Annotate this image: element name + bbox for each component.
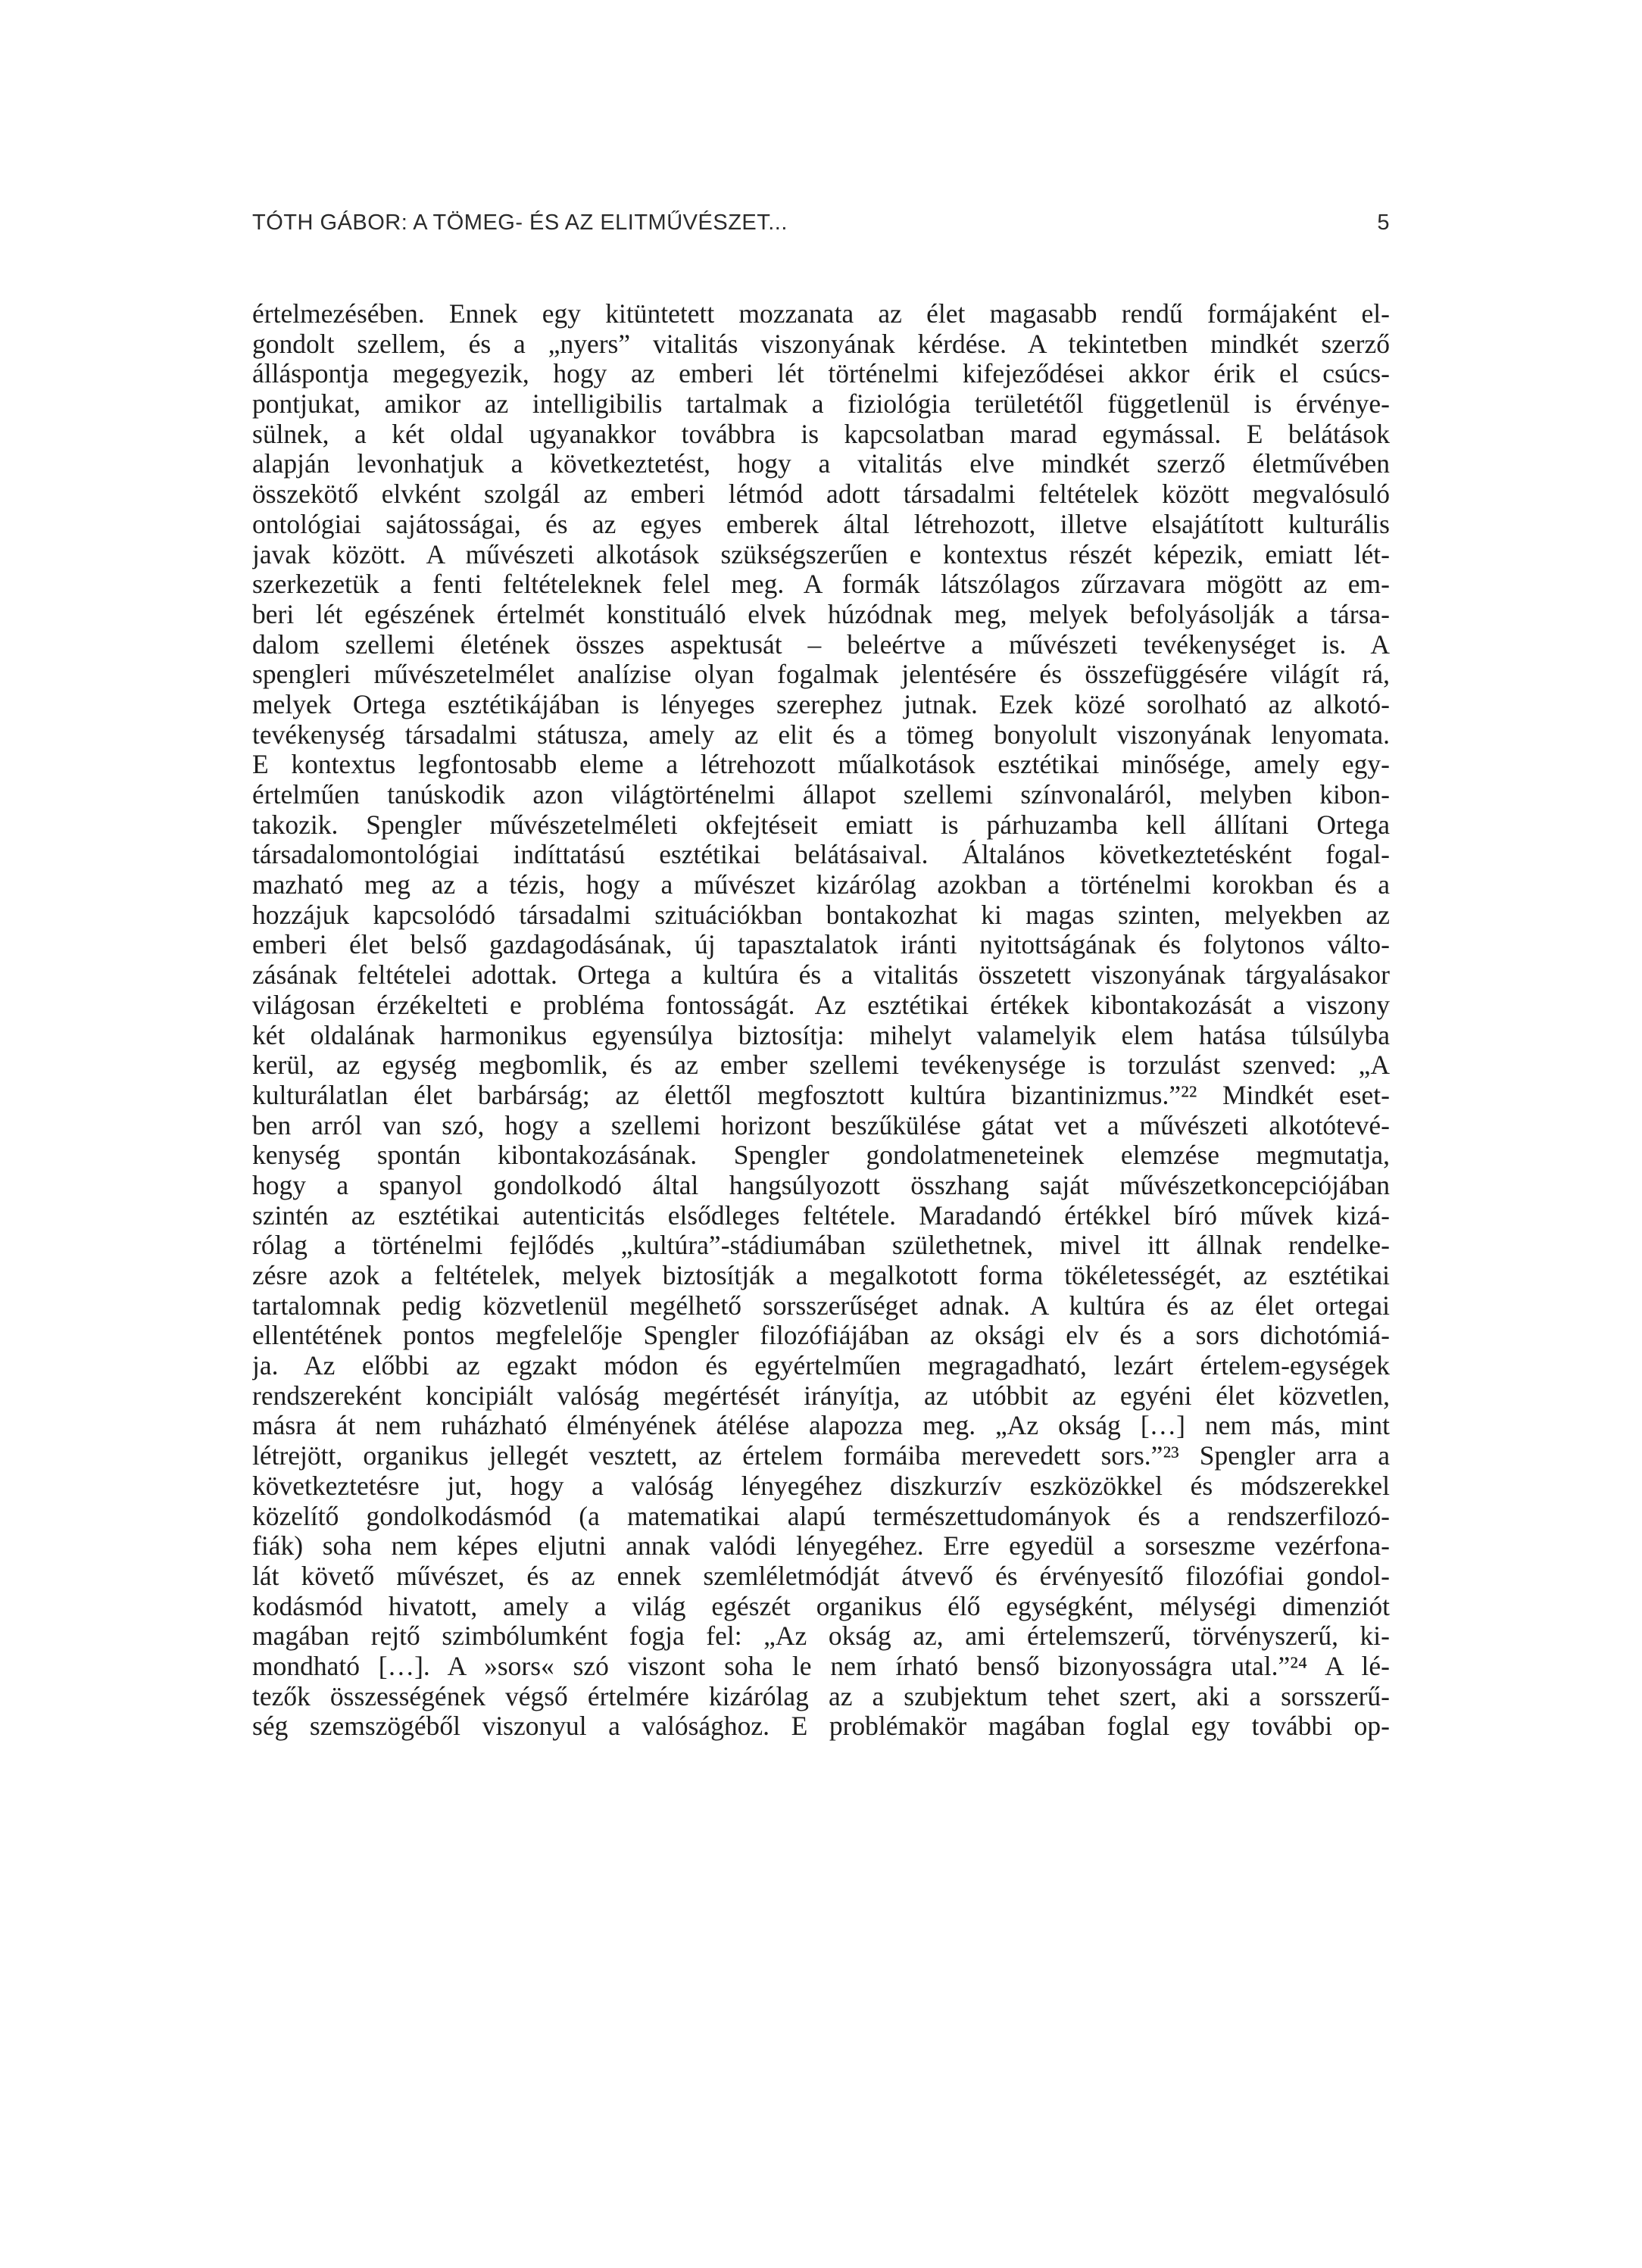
text-line: szerkezetük a fenti feltételeknek felel meg. A formák látszólagos zűrzavara mögött az em- bbox=[252, 569, 1390, 600]
text-line: beri lét egészének értelmét konstituáló elvek húzódnak meg, melyek befolyásolják a társa- bbox=[252, 599, 1390, 629]
text-line: emberi élet belső gazdagodásának, új tapasztalatok iránti nyitottságának és folytonos válto- bbox=[252, 930, 1390, 960]
text-line: világosan érzékelteti e probléma fontosságát. Az esztétikai értékek kibontakozását a viszony bbox=[252, 990, 1390, 1020]
text-line: kenység spontán kibontakozásának. Spengler gondolatmeneteinek elemzése megmutatja, bbox=[252, 1140, 1390, 1171]
text-line: értelmezésében. Ennek egy kitüntetett mozzanata az élet magasabb rendű formájaként el- bbox=[252, 299, 1390, 329]
text-line: tevékenység társadalmi státusza, amely az elit és a tömeg bonyolult viszonyának lenyomata. bbox=[252, 719, 1390, 750]
text-line: kulturálatlan élet barbárság; az élettől megfosztott kultúra bizantinizmus.”²² Mindkét eset- bbox=[252, 1080, 1390, 1110]
page-number: 5 bbox=[1377, 211, 1390, 235]
text-line: magában rejtő szimbólumként fogja fel: „Az okság az, ami értelemszerű, törvényszerű, ki- bbox=[252, 1621, 1390, 1652]
text-line: összekötő elvként szolgál az emberi létmód adott társadalmi feltételek között megvalósuló bbox=[252, 479, 1390, 510]
text-line: ben arról van szó, hogy a szellemi horizont beszűkülése gátat vet a művészeti alkotótevé- bbox=[252, 1110, 1390, 1140]
text-line: értelműen tanúskodik azon világtörténelmi állapot szellemi színvonaláról, melyben kibon- bbox=[252, 780, 1390, 810]
text-line: zésre azok a feltételek, melyek biztosítják a megalkotott forma tökéletességét, az esztétikai bbox=[252, 1261, 1390, 1290]
text-line: fiák) soha nem képes eljutni annak valódi lényegéhez. Erre egyedül a sorseszme vezérfona- bbox=[252, 1531, 1390, 1561]
text-line: zásának feltételei adottak. Ortega a kultúra és a vitalitás összetett viszonyának tárgyalásakor bbox=[252, 960, 1390, 990]
text-line: mondható […]. A »sors« szó viszont soha le nem írható benső bizonyosságra utal.”²⁴ A lé- bbox=[252, 1651, 1390, 1681]
text-line: dalom szellemi életének összes aspektusát – beleértve a művészeti tevékenységet is. A bbox=[252, 629, 1390, 660]
text-line: szintén az esztétikai autenticitás elsődleges feltétele. Maradandó értékkel bíró művek kizá- bbox=[252, 1200, 1390, 1231]
text-line: lát követő művészet, és az ennek szemléletmódját átvevő és érvényesítő filozófiai gondol- bbox=[252, 1561, 1390, 1591]
text-line: rólag a történelmi fejlődés „kultúra”-stádiumában születhetnek, mivel itt állnak rendelke- bbox=[252, 1231, 1390, 1261]
text-line: javak között. A művészeti alkotások szükségszerűen e kontextus részét képezik, emiatt lét- bbox=[252, 539, 1390, 569]
body-paragraph bbox=[252, 299, 1390, 1742]
running-title: TÓTH GÁBOR: A TÖMEG- ÉS AZ ELITMŰVÉSZET... bbox=[252, 211, 788, 235]
text-line: mazható meg az a tézis, hogy a művészet kizárólag azokban a történelmi korokban és a bbox=[252, 870, 1390, 900]
text-line: sülnek, a két oldal ugyanakkor továbbra is kapcsolatban marad egymással. E belátások bbox=[252, 419, 1390, 449]
text-line: gondolt szellem, és a „nyers” vitalitás viszonyának kérdése. A tekintetben mindkét szerző bbox=[252, 329, 1390, 359]
text-line: kodásmód hivatott, amely a világ egészét organikus élő egységként, mélységi dimenziót bbox=[252, 1591, 1390, 1621]
text-line: létrejött, organikus jellegét vesztett, az értelem formáiba merevedett sors.”²³ Spengler arra a bbox=[252, 1441, 1390, 1471]
text-line: tezők összességének végső értelmére kizárólag az a szubjektum tehet szert, aki a sorsszerű- bbox=[252, 1681, 1390, 1711]
text-line: E kontextus legfontosabb eleme a létrehozott műalkotások esztétikai minősége, amely egy- bbox=[252, 750, 1390, 780]
text-line: hozzájuk kapcsolódó társadalmi szituációkban bontakozhat ki magas szinten, melyekben az bbox=[252, 900, 1390, 930]
text-line: tartalomnak pedig közvetlenül megélhető sorsszerűséget adnak. A kultúra és az élet ortegai bbox=[252, 1290, 1390, 1321]
text-line: pontjukat, amikor az intelligibilis tartalmak a fiziológia területétől függetlenül is érvénye- bbox=[252, 389, 1390, 420]
running-header bbox=[252, 204, 1390, 239]
text-line: ség szemszögéből viszonyul a valósághoz. E problémakör magában foglal egy további op- bbox=[252, 1711, 1390, 1742]
text-line: másra át nem ruházható élményének átélése alapozza meg. „Az okság […] nem más, mint bbox=[252, 1411, 1390, 1441]
text-line: spengleri művészetelmélet analízise olyan fogalmak jelentésére és összefüggésére világít rá, bbox=[252, 660, 1390, 690]
text-line: kerül, az egység megbomlik, és az ember szellemi tevékenysége is torzulást szenved: „A bbox=[252, 1050, 1390, 1081]
text-line: takozik. Spengler művészetelméleti okfejtéseit emiatt is párhuzamba kell állítani Ortega bbox=[252, 810, 1390, 840]
text-line: társadalomontológiai indíttatású esztétikai belátásaival. Általános következtetésként fogal- bbox=[252, 840, 1390, 870]
text-line: rendszereként koncipiált valóság megértését irányítja, az utóbbit az egyéni élet közvetlen, bbox=[252, 1380, 1390, 1411]
text-line: alapján levonhatjuk a következtetést, hogy a vitalitás elve mindkét szerző életművében bbox=[252, 449, 1390, 479]
text-line: következtetésre jut, hogy a valóság lényegéhez diszkurzív eszközökkel és módszerekkel bbox=[252, 1471, 1390, 1501]
text-line: közelítő gondolkodásmód (a matematikai alapú természettudományok és a rendszerfilozó- bbox=[252, 1501, 1390, 1531]
text-line: két oldalának harmonikus egyensúlya biztosítja: mihelyt valamelyik elem hatása túlsúlyba bbox=[252, 1020, 1390, 1050]
text-line: ellentétének pontos megfelelője Spengler filozófiájában az oksági elv és a sors dichotómiá- bbox=[252, 1321, 1390, 1351]
text-line: ja. Az előbbi az egzakt módon és egyértelműen megragadható, lezárt értelem-egységek bbox=[252, 1351, 1390, 1381]
text-line: hogy a spanyol gondolkodó által hangsúlyozott összhang saját művészetkoncepciójában bbox=[252, 1170, 1390, 1200]
text-line: álláspontja megegyezik, hogy az emberi lét történelmi kifejeződései akkor érik el csúcs- bbox=[252, 359, 1390, 389]
text-line: ontológiai sajátosságai, és az egyes emberek által létrehozott, illetve elsajátított kulturális bbox=[252, 509, 1390, 539]
text-line: melyek Ortega esztétikájában is lényeges szerephez jutnak. Ezek közé sorolható az alkotó- bbox=[252, 689, 1390, 719]
